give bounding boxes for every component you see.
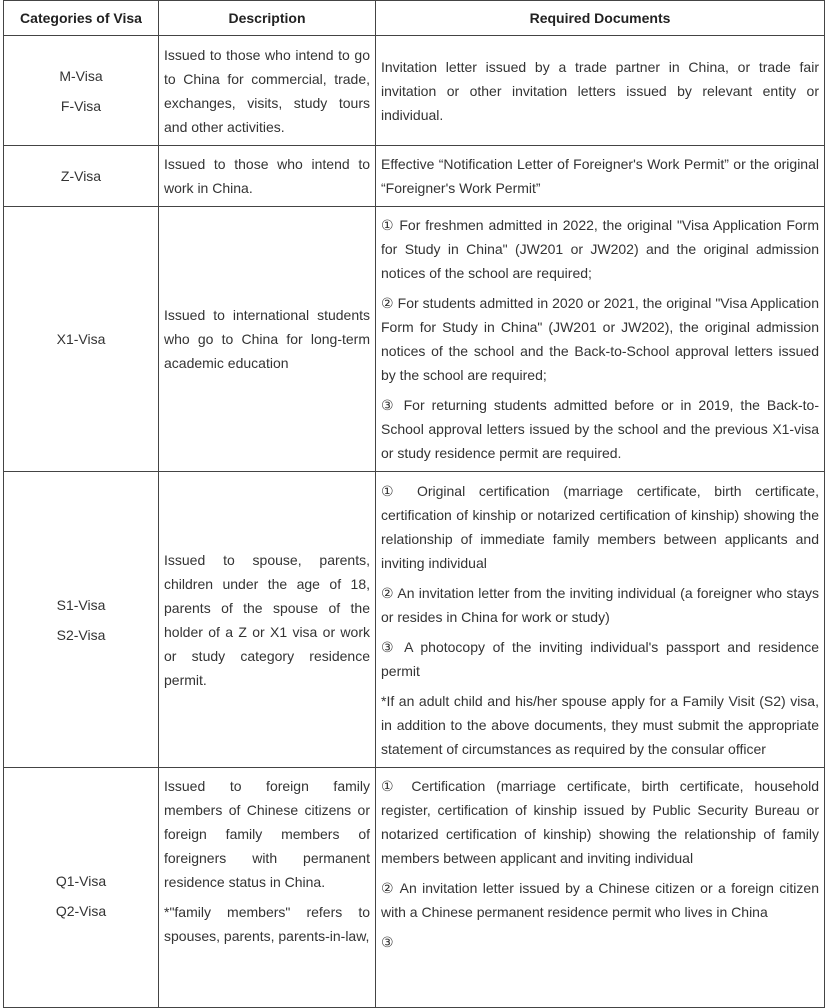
visa-description <box>159 207 376 472</box>
document-item: ③ For returning students admitted before or in 2019, the Back-to-School approval letters issued by the school and the previous X1-visa or study residence permit are required. <box>381 397 819 461</box>
table-row <box>4 472 825 768</box>
visa-description <box>159 768 376 1008</box>
required-documents <box>376 768 825 1008</box>
document-item: ② An invitation letter issued by a Chinese citizen or a foreign citizen with a Chinese permanent residence permit who lives in China <box>381 880 819 920</box>
visa-category: X1-Visa <box>56 331 106 347</box>
visa-category-cell <box>4 207 159 472</box>
required-documents <box>376 472 825 768</box>
document-item: ① Original certification (marriage certificate, birth certificate, certification of kinship or notarized certification of kinship) showing the relationship of immediate family members between applicants and inviting individual <box>381 482 819 571</box>
document-item: Effective “Notification Letter of Foreigner's Work Permit” or the original “Foreigner's Work Permit” <box>381 156 819 196</box>
document-item: ① For freshmen admitted in 2022, the original "Visa Application Form for Study in China" (JW201 or JW202) and the original admission notices of the school are required; <box>381 217 819 281</box>
description-text: Issued to foreign family members of Chinese citizens or foreign family members of foreigners with permanent residence status in China. <box>164 778 370 890</box>
visa-category: Z-Visa <box>60 168 102 184</box>
document-item: *If an adult child and his/her spouse apply for a Family Visit (S2) visa, in addition to the above documents, they must submit the appropriate statement of circumstances as required by the consular officer <box>381 692 819 757</box>
visa-category: F-Visa <box>60 97 102 114</box>
table-row <box>4 36 825 146</box>
visa-category: M-Visa <box>59 67 103 84</box>
description-text: Issued to those who intend to go to China for commercial, trade, exchanges, visits, study tours and other activities. <box>164 46 370 135</box>
document-item: ③ <box>381 934 394 950</box>
visa-category-cell <box>4 36 159 146</box>
visa-category: Q2-Visa <box>55 903 107 919</box>
header-description: Description <box>159 1 376 36</box>
visa-requirements-table <box>3 0 825 1008</box>
description-text: Issued to those who intend to work in China. <box>164 156 370 196</box>
description-text: Issued to international students who go to China for long-term academic education <box>164 307 370 371</box>
header-categories: Categories of Visa <box>4 1 159 36</box>
visa-description <box>159 146 376 207</box>
visa-category-cell <box>4 768 159 1008</box>
document-item: Invitation letter issued by a trade partner in China, or trade fair invitation or other invitation letters issued by relevant entity or individual. <box>381 58 819 123</box>
document-item: ① Certification (marriage certificate, birth certificate, household register, certification of kinship issued by Public Security Bureau or notarized certification of kinship) showing the relationship of family members between applicant and inviting individual <box>381 778 819 866</box>
table-header-row <box>4 1 825 36</box>
visa-category-cell <box>4 472 159 768</box>
document-item: ② An invitation letter from the inviting individual (a foreigner who stays or resides in China for work or study) <box>381 584 819 625</box>
visa-description <box>159 36 376 146</box>
required-documents <box>376 146 825 207</box>
visa-category: S2-Visa <box>56 626 106 643</box>
visa-category-cell <box>4 146 159 207</box>
document-item: ③ A photocopy of the inviting individual's passport and residence permit <box>381 638 819 679</box>
description-text: Issued to spouse, parents, children under the age of 18, parents of the spouse of the holder of a Z or X1 visa or work or study category residence permit. <box>164 551 370 688</box>
visa-category: Q1-Visa <box>55 873 107 889</box>
document-item: ② For students admitted in 2020 or 2021, the original "Visa Application Form for Study in China" (JW201 or JW202), the original admission notices of the school and the Back-to-School approval letters issued by the school are required; <box>381 295 819 383</box>
required-documents <box>376 36 825 146</box>
table-row <box>4 768 825 1008</box>
visa-category: S1-Visa <box>56 596 106 613</box>
header-required-documents: Required Documents <box>376 1 825 36</box>
visa-description <box>159 472 376 768</box>
table-row <box>4 146 825 207</box>
required-documents <box>376 207 825 472</box>
description-text: *"family members" refers to spouses, parents, parents-in-law, <box>164 904 370 944</box>
table-row <box>4 207 825 472</box>
